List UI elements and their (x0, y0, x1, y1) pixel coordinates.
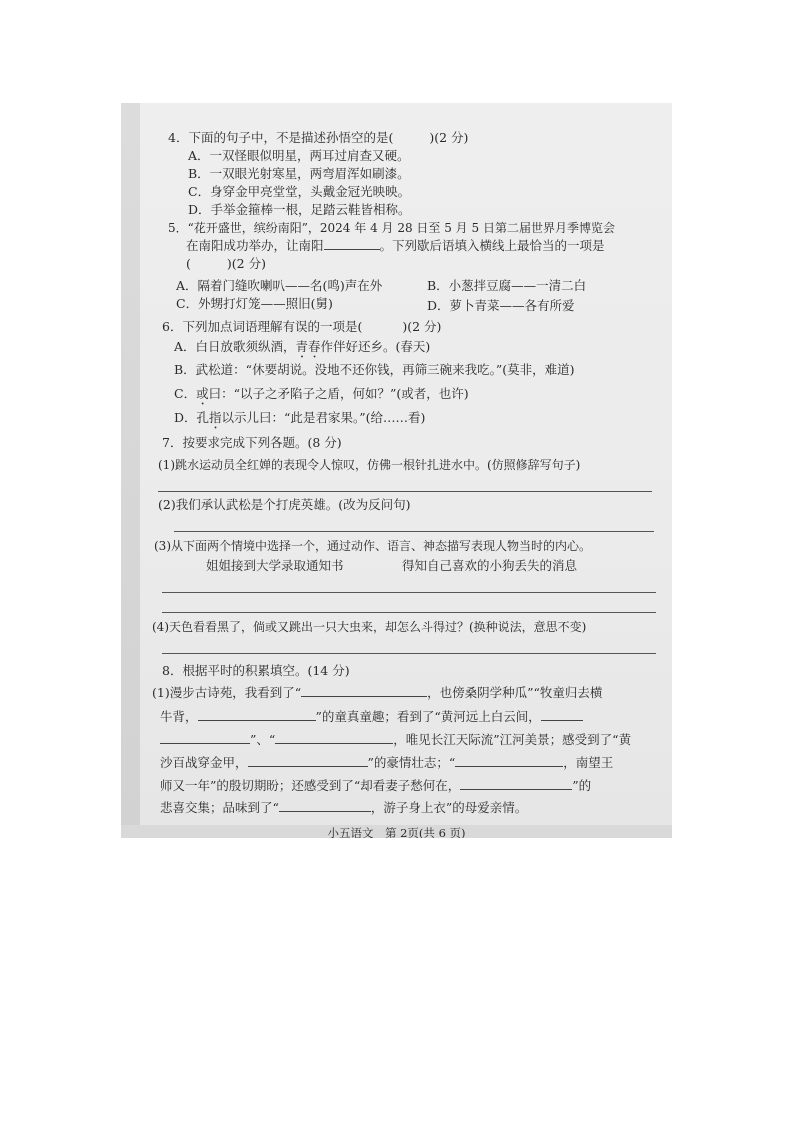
q5-stem-line3: ( )(2 分) (186, 256, 266, 271)
q4-option-a: A．一双怪眼似明星，两耳过肩查又硬。 (188, 148, 410, 163)
q7-sub4-answer-line[interactable] (162, 653, 656, 654)
q7-sub3-answer-line-1[interactable] (162, 592, 656, 593)
q4-option-b: B．一双眼光射寒星，两弯眉浑如刷漆。 (188, 166, 410, 181)
q8-line-2: 牛背， ”的童真童趣；看到了“黄河远上白云间， (160, 709, 583, 725)
exam-page (140, 103, 672, 825)
q7-sub1-answer-line[interactable] (158, 491, 652, 492)
q8-line-5: 师又一年”的殷切期盼；还感受到了“却看妻子愁何在， ”的 (160, 778, 592, 793)
q5-option-c: C．外甥打灯笼——照旧(舅) (176, 296, 333, 311)
q6-option-c: C．或曰：“以子之矛陷子之盾，何如？”(或者，也许) (174, 386, 469, 401)
q6-stem: 6．下列加点词语理解有误的一项是( )(2 分) (162, 319, 442, 334)
q8-stem: 8．根据平时的积累填空。(14 分) (162, 663, 350, 678)
q8-line-3: ”、“ ，唯见长江天际流”江河美景；感受到了“黄 (160, 732, 631, 748)
q7-stem: 7．按要求完成下列各题。(8 分) (162, 435, 342, 450)
q8-line-1: (1)漫步古诗苑，我看到了“ ，也傍桑阴学种瓜”“牧童归去横 (152, 685, 603, 700)
q5-stem-line1: 5．“花开盛世，缤纷南阳”，2024 年 4 月 28 日至 5 月 5 日第二届世界月季博览会 (168, 221, 615, 235)
q6-option-a: A．白日放歌须纵酒，青春作伴好还乡。(春天) (174, 339, 431, 354)
q7-sub4: (4)天色看看黑了，倘或又跳出一只大虫来，却怎么斗得过？(换种说法，意思不变) (152, 620, 587, 634)
q5-option-b: B．小葱拌豆腐——一清二白 (427, 278, 587, 293)
q7-sub3: (3)从下面两个情境中选择一个，通过动作、语言、神态描写表现人物当时的内心。 (154, 539, 592, 553)
q4-option-d: D．手举金箍棒一根，足踏云鞋皆相称。 (188, 202, 411, 217)
q6-option-b: B．武松道：“休要胡说。没地不还你钱，再筛三碗来我吃。”(莫非，难道) (174, 362, 575, 377)
q8-line-6: 悲喜交集；品味到了“ ，游子身上衣”的母爱亲情。 (160, 800, 528, 815)
q7-sub3-option-2: 得知自己喜欢的小狗丢失的消息 (402, 558, 578, 573)
q7-sub1: (1)跳水运动员全红婵的表现令人惊叹，仿佛一根针扎进水中。(仿照修辞写句子) (158, 458, 581, 472)
scanned-photo (121, 103, 672, 838)
q5-option-d: D．萝卜青菜——各有所爱 (427, 298, 575, 313)
q4-option-c: C．身穿金甲亮堂堂，头戴金冠光映映。 (188, 184, 411, 199)
q7-sub3-answer-line-2[interactable] (162, 612, 656, 613)
q4-stem: 4．下面的句子中，不是描述孙悟空的是( )(2 分) (168, 130, 469, 145)
q5-option-a: A．隔着门缝吹喇叭——名(鸣)声在外 (176, 278, 383, 293)
q7-sub3-option-1: 姐姐接到大学录取通知书 (206, 558, 344, 573)
q7-sub2-answer-line[interactable] (174, 531, 654, 532)
q8-line-4: 沙百战穿金甲， ”的豪情壮志；“ ，南望王 (160, 755, 614, 770)
q7-sub2: (2)我们承认武松是个打虎英雄。(改为反问句) (158, 497, 411, 512)
page-footer: 小五语文 第 2页(共 6 页) (327, 826, 466, 838)
q5-stem-line2: 在南阳成功举办，让南阳 。下列歇后语填入横线上最恰当的一项是 (186, 238, 605, 253)
q6-option-d: D．孔指以示儿曰：“此是君家果。”(给……看) (174, 410, 426, 425)
